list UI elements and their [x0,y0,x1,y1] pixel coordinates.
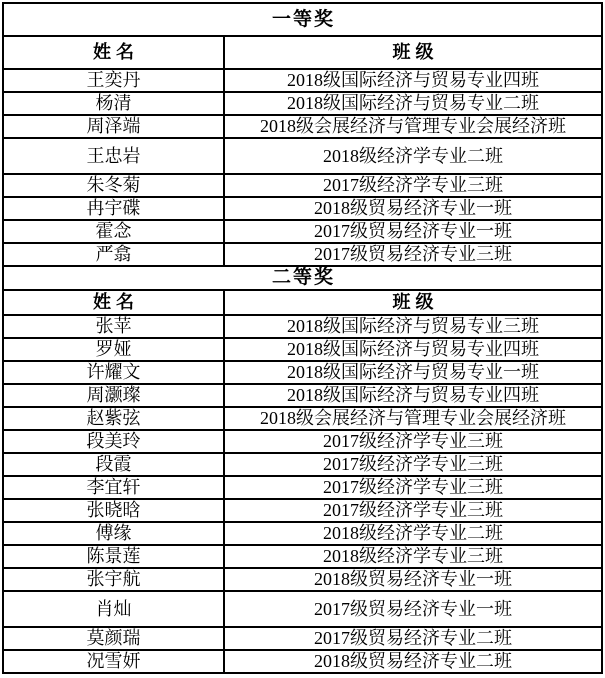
student-name-cell: 罗娅 [3,338,224,361]
table-row [3,138,602,174]
student-name-cell: 李宜轩 [3,476,224,499]
table-row [3,627,602,650]
student-name-cell: 傅缘 [3,522,224,545]
student-name-cell: 严翕 [3,243,224,266]
awards-table-body [3,3,602,673]
student-name-cell: 陈景莲 [3,545,224,568]
class-name-cell: 2018级国际经济与贸易专业四班 [224,69,602,92]
class-name-cell: 2018级国际经济与贸易专业一班 [224,361,602,384]
student-name-cell: 张晓晗 [3,499,224,522]
class-name-cell: 2018级经济学专业二班 [224,138,602,174]
student-name-cell: 许耀文 [3,361,224,384]
section-title-row [3,266,602,290]
table-row [3,315,602,338]
column-header-row [3,36,602,69]
table-row [3,220,602,243]
class-column-header: 班级 [224,36,602,69]
class-name-cell: 2018级贸易经济专业二班 [224,650,602,673]
class-name-cell: 2017级贸易经济专业二班 [224,627,602,650]
class-name-cell: 2018级经济学专业二班 [224,522,602,545]
class-name-cell: 2017级贸易经济专业一班 [224,591,602,627]
section-title-row [3,3,602,36]
class-column-header: 班级 [224,290,602,315]
table-row [3,115,602,138]
table-row [3,545,602,568]
table-row [3,407,602,430]
student-name-cell: 霍念 [3,220,224,243]
student-name-cell: 张苹 [3,315,224,338]
table-row [3,69,602,92]
student-name-cell: 莫颜瑞 [3,627,224,650]
class-name-cell: 2017级经济学专业三班 [224,476,602,499]
student-name-cell: 周灏璨 [3,384,224,407]
class-name-cell: 2017级经济学专业三班 [224,174,602,197]
name-column-header: 姓名 [3,36,224,69]
name-column-header: 姓名 [3,290,224,315]
class-name-cell: 2018级国际经济与贸易专业四班 [224,384,602,407]
table-row [3,174,602,197]
table-row [3,591,602,627]
class-name-cell: 2018级会展经济与管理专业会展经济班 [224,115,602,138]
table-row [3,650,602,673]
class-name-cell: 2017级贸易经济专业一班 [224,220,602,243]
section-title: 二等奖 [3,266,602,290]
awards-table [2,2,603,674]
table-row [3,338,602,361]
student-name-cell: 杨清 [3,92,224,115]
table-row [3,430,602,453]
student-name-cell: 段霞 [3,453,224,476]
class-name-cell: 2018级国际经济与贸易专业三班 [224,315,602,338]
table-row [3,243,602,266]
class-name-cell: 2017级贸易经济专业三班 [224,243,602,266]
class-name-cell: 2018级经济学专业三班 [224,545,602,568]
class-name-cell: 2018级贸易经济专业一班 [224,568,602,591]
student-name-cell: 王忠岩 [3,138,224,174]
table-row [3,522,602,545]
table-row [3,453,602,476]
table-row [3,499,602,522]
class-name-cell: 2017级经济学专业三班 [224,430,602,453]
student-name-cell: 朱冬菊 [3,174,224,197]
table-row [3,384,602,407]
class-name-cell: 2018级会展经济与管理专业会展经济班 [224,407,602,430]
student-name-cell: 段美玲 [3,430,224,453]
section-title: 一等奖 [3,3,602,36]
column-header-row [3,290,602,315]
class-name-cell: 2018级国际经济与贸易专业四班 [224,338,602,361]
class-name-cell: 2017级经济学专业三班 [224,499,602,522]
table-row [3,92,602,115]
student-name-cell: 况雪妍 [3,650,224,673]
student-name-cell: 肖灿 [3,591,224,627]
student-name-cell: 张宇航 [3,568,224,591]
student-name-cell: 王奕丹 [3,69,224,92]
class-name-cell: 2017级经济学专业三班 [224,453,602,476]
student-name-cell: 周泽端 [3,115,224,138]
class-name-cell: 2018级贸易经济专业一班 [224,197,602,220]
class-name-cell: 2018级国际经济与贸易专业二班 [224,92,602,115]
student-name-cell: 赵紫弦 [3,407,224,430]
table-row [3,197,602,220]
student-name-cell: 冉宇碟 [3,197,224,220]
table-row [3,361,602,384]
table-row [3,476,602,499]
table-row [3,568,602,591]
